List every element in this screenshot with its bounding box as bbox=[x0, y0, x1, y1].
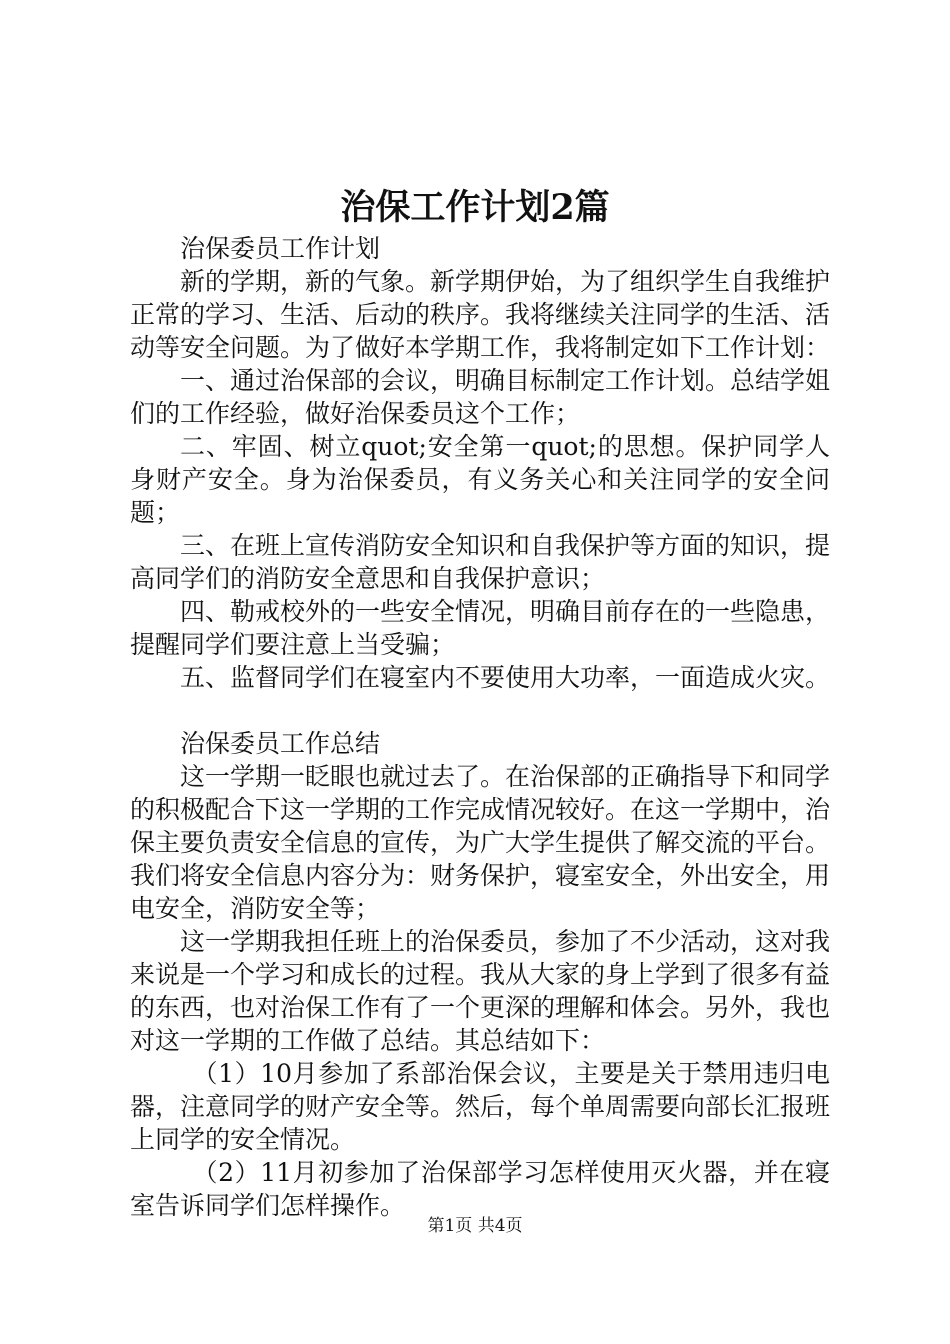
summary-paragraph-4: （2）11月初参加了治保部学习怎样使用灭火器，并在寝室告诉同学们怎样操作。 bbox=[130, 1158, 830, 1220]
plan-paragraph-item-4: 四、勒戒校外的一些安全情况，明确目前存在的一些隐患，提醒同学们要注意上当受骗； bbox=[130, 597, 831, 659]
section-heading-summary: 治保委员工作总结 bbox=[180, 729, 381, 758]
page-title: 治保工作计划2篇 bbox=[340, 187, 610, 228]
plan-paragraph-item-2: 二、牢固、树立quot;安全第一quot;的思想。保护同学人身财产安全。身为治保委员，有义务关心和关注同学的安全问题； bbox=[130, 432, 830, 527]
document-body bbox=[130, 232, 830, 1222]
plan-paragraph-intro: 新的学期，新的气象。新学期伊始，为了组织学生自我维护正常的学习、生活、后动的秩序。我将继续关注同学的生活、活动等安全问题。为了做好本学期工作，我将制定如下工作计划： bbox=[130, 267, 831, 362]
section-spacer bbox=[130, 694, 830, 727]
page-footer: 第1页 共4页 bbox=[427, 1216, 523, 1236]
plan-paragraph-item-1: 一、通过治保部的会议，明确目标制定工作计划。总结学姐们的工作经验，做好治保委员这个工作； bbox=[130, 366, 831, 428]
plan-paragraph-item-5: 五、监督同学们在寝室内不要使用大功率，一面造成火灾。 bbox=[180, 663, 831, 692]
plan-paragraph-item-3: 三、在班上宣传消防安全知识和自我保护等方面的知识，提高同学们的消防安全意思和自我保护意识； bbox=[130, 531, 831, 593]
summary-paragraph-3: （1）10月参加了系部治保会议，主要是关于禁用违归电器，注意同学的财产安全等。然后，每个单周需要向部长汇报班上同学的安全情况。 bbox=[130, 1059, 831, 1154]
summary-paragraph-2: 这一学期我担任班上的治保委员，参加了不少活动，这对我来说是一个学习和成长的过程。我从大家的身上学到了很多有益的东西，也对治保工作有了一个更深的理解和体会。另外，我也对这一学期的工作做了总结。其总结如下： bbox=[130, 927, 831, 1055]
summary-paragraph-1: 这一学期一眨眼也就过去了。在治保部的正确指导下和同学的积极配合下这一学期的工作完成情况较好。在这一学期中，治保主要负责安全信息的宣传，为广大学生提供了解交流的平台。我们将安全信息内容分为：财务保护，寝室安全，外出安全，用电安全，消防安全等； bbox=[130, 762, 831, 923]
section-heading-plan: 治保委员工作计划 bbox=[180, 234, 381, 263]
